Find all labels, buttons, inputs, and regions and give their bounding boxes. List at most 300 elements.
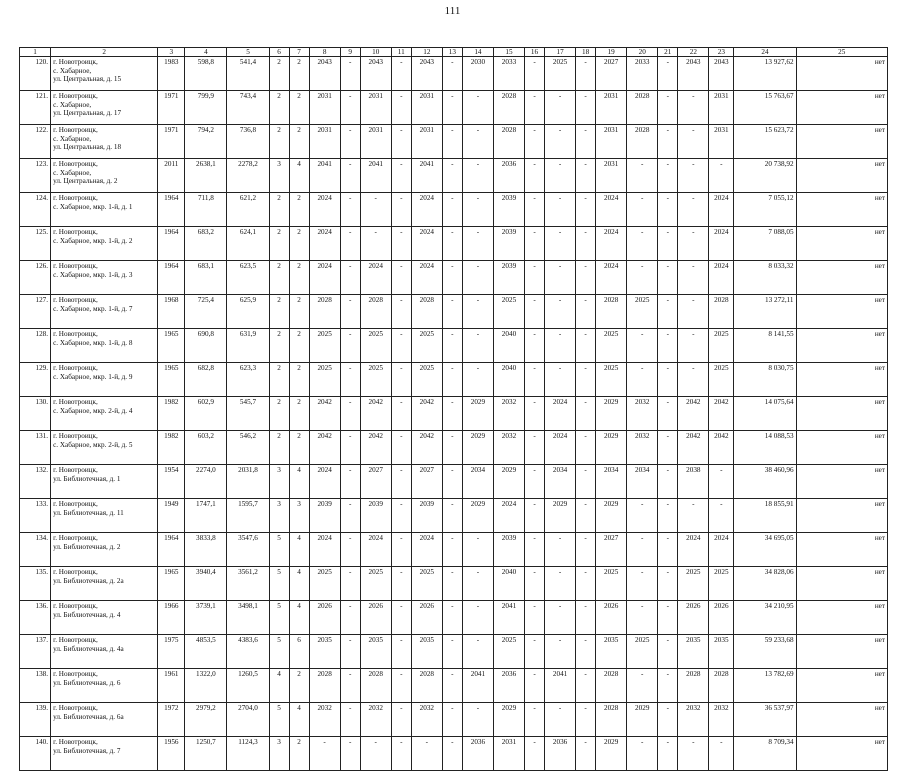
table-cell: - — [678, 737, 709, 771]
table-cell: 2278,2 — [227, 159, 269, 193]
table-cell: 1961 — [158, 669, 185, 703]
table-cell: 14 088,53 — [734, 431, 796, 465]
table-cell: 1965 — [158, 363, 185, 397]
table-cell: 2031 — [309, 125, 340, 159]
table-cell: 2031 — [596, 159, 627, 193]
table-cell: 2031 — [709, 91, 734, 125]
table-cell: - — [360, 227, 391, 261]
table-cell: 2039 — [493, 193, 524, 227]
address-cell: г. Новотроицк, ул. Библиотечная, д. 4 — [51, 601, 158, 635]
address-cell: г. Новотроицк, ул. Библиотечная, д. 7 — [51, 737, 158, 771]
table-cell: - — [462, 159, 493, 193]
table-cell: 2 — [269, 397, 289, 431]
table-cell: - — [391, 533, 411, 567]
table-cell: 2025 — [596, 567, 627, 601]
table-cell: 2024 — [596, 227, 627, 261]
table-cell: - — [678, 193, 709, 227]
address-cell: г. Новотроицк, ул. Библиотечная, д. 11 — [51, 499, 158, 533]
status-cell: нет — [796, 295, 887, 329]
table-cell: - — [576, 363, 596, 397]
status-cell: нет — [796, 601, 887, 635]
table-cell: 2025 — [678, 567, 709, 601]
table-cell: 2043 — [360, 57, 391, 91]
table-cell: 2026 — [360, 601, 391, 635]
column-number: 16 — [525, 48, 545, 57]
table-cell: - — [442, 703, 462, 737]
table-row — [20, 125, 888, 159]
table-row — [20, 669, 888, 703]
status-cell: нет — [796, 397, 887, 431]
table-cell: 2040 — [493, 329, 524, 363]
table-cell: 623,3 — [227, 363, 269, 397]
table-cell: 2274,0 — [185, 465, 227, 499]
table-cell: - — [658, 465, 678, 499]
table-cell: 2027 — [411, 465, 442, 499]
table-cell: 34 695,05 — [734, 533, 796, 567]
row-number: 122. — [20, 125, 51, 159]
table-cell: 3739,1 — [185, 601, 227, 635]
address-cell: г. Новотроицк, с. Хабарное, ул. Центральная, д. 17 — [51, 91, 158, 125]
row-number: 130. — [20, 397, 51, 431]
table-cell: 2029 — [462, 397, 493, 431]
table-cell: - — [627, 737, 658, 771]
table-row — [20, 499, 888, 533]
table-cell: - — [391, 125, 411, 159]
table-cell: 2025 — [360, 363, 391, 397]
table-cell: - — [576, 601, 596, 635]
status-cell: нет — [796, 533, 887, 567]
table-cell: 2 — [289, 737, 309, 771]
table-cell: 2028 — [709, 669, 734, 703]
table-cell: - — [678, 499, 709, 533]
table-cell: - — [658, 635, 678, 669]
table-cell: 2041 — [493, 601, 524, 635]
table-cell: 2031 — [309, 91, 340, 125]
table-row — [20, 193, 888, 227]
table-cell: 2041 — [309, 159, 340, 193]
table-cell: - — [658, 499, 678, 533]
table-cell: 4 — [289, 601, 309, 635]
table-row — [20, 737, 888, 771]
table-cell: 3833,8 — [185, 533, 227, 567]
table-cell: 1966 — [158, 601, 185, 635]
table-cell: 2028 — [360, 295, 391, 329]
table-cell: 36 537,97 — [734, 703, 796, 737]
table-cell: 1971 — [158, 125, 185, 159]
table-cell: 7 055,12 — [734, 193, 796, 227]
table-cell: 711,8 — [185, 193, 227, 227]
table-cell: - — [340, 431, 360, 465]
table-cell: - — [462, 125, 493, 159]
row-number: 127. — [20, 295, 51, 329]
table-cell: 2031 — [360, 91, 391, 125]
table-cell: 2042 — [309, 431, 340, 465]
table-cell: 2 — [269, 57, 289, 91]
table-cell: - — [525, 363, 545, 397]
table-cell: 3498,1 — [227, 601, 269, 635]
table-cell: 15 623,72 — [734, 125, 796, 159]
table-cell: - — [545, 567, 576, 601]
table-cell: 2027 — [596, 533, 627, 567]
table-cell: 2041 — [411, 159, 442, 193]
table-cell: 1949 — [158, 499, 185, 533]
table-cell: - — [658, 295, 678, 329]
table-cell: - — [525, 703, 545, 737]
table-row — [20, 91, 888, 125]
table-cell: 5 — [269, 635, 289, 669]
column-number: 3 — [158, 48, 185, 57]
table-cell: 2035 — [411, 635, 442, 669]
column-number: 18 — [576, 48, 596, 57]
table-cell: 2029 — [493, 703, 524, 737]
table-cell: 2028 — [411, 295, 442, 329]
column-number: 19 — [596, 48, 627, 57]
table-cell: 8 141,55 — [734, 329, 796, 363]
table-cell: - — [545, 601, 576, 635]
table-cell: - — [391, 193, 411, 227]
table-cell: 1595,7 — [227, 499, 269, 533]
table-cell: 2035 — [709, 635, 734, 669]
table-cell: 2024 — [493, 499, 524, 533]
table-cell: - — [462, 703, 493, 737]
table-cell: 5 — [269, 703, 289, 737]
table-cell: 1124,3 — [227, 737, 269, 771]
table-cell: 2031 — [493, 737, 524, 771]
table-cell: - — [658, 227, 678, 261]
table-cell: - — [525, 635, 545, 669]
table-cell: - — [391, 669, 411, 703]
table-cell: 2031 — [709, 125, 734, 159]
table-cell: 2025 — [493, 295, 524, 329]
table-cell: 624,1 — [227, 227, 269, 261]
table-cell: 59 233,68 — [734, 635, 796, 669]
table-cell: - — [678, 329, 709, 363]
table-cell: 2042 — [411, 431, 442, 465]
table-cell: 1260,5 — [227, 669, 269, 703]
table-cell: 2032 — [309, 703, 340, 737]
table-cell: 623,5 — [227, 261, 269, 295]
table-cell: 603,2 — [185, 431, 227, 465]
table-cell: - — [525, 669, 545, 703]
table-cell: 2039 — [309, 499, 340, 533]
column-number: 12 — [411, 48, 442, 57]
table-cell: - — [545, 635, 576, 669]
table-cell: - — [340, 57, 360, 91]
table-cell: 2 — [289, 431, 309, 465]
table-cell: 2 — [269, 329, 289, 363]
table-cell: 18 855,91 — [734, 499, 796, 533]
table-cell: 2029 — [596, 737, 627, 771]
table-cell: 3 — [269, 465, 289, 499]
table-cell: 13 272,11 — [734, 295, 796, 329]
table-cell: 4383,6 — [227, 635, 269, 669]
table-cell: 2024 — [678, 533, 709, 567]
table-cell: - — [442, 499, 462, 533]
table-cell: - — [340, 635, 360, 669]
table-cell: - — [525, 57, 545, 91]
table-cell: 2036 — [545, 737, 576, 771]
table-cell: 743,4 — [227, 91, 269, 125]
table-cell: - — [391, 431, 411, 465]
status-cell: нет — [796, 703, 887, 737]
table-cell: 5 — [269, 567, 289, 601]
table-cell: 2040 — [493, 567, 524, 601]
table-cell: 736,8 — [227, 125, 269, 159]
table-cell: - — [576, 295, 596, 329]
table-cell: - — [709, 499, 734, 533]
table-cell: - — [391, 91, 411, 125]
table-cell: 2041 — [462, 669, 493, 703]
table-cell: - — [678, 159, 709, 193]
table-cell: 1322,0 — [185, 669, 227, 703]
table-cell: 2024 — [411, 227, 442, 261]
table-cell: - — [545, 363, 576, 397]
table-cell: - — [576, 159, 596, 193]
table-cell: 2036 — [462, 737, 493, 771]
table-cell: 2042 — [411, 397, 442, 431]
table-cell: - — [576, 465, 596, 499]
table-cell: 2025 — [596, 329, 627, 363]
table-cell: 2028 — [596, 703, 627, 737]
address-cell: г. Новотроицк, с. Хабарное, мкр. 1-й, д. 2 — [51, 227, 158, 261]
table-cell: - — [442, 567, 462, 601]
row-number: 124. — [20, 193, 51, 227]
table-cell: - — [525, 737, 545, 771]
status-cell: нет — [796, 499, 887, 533]
table-cell: 2040 — [493, 363, 524, 397]
table-cell: 2024 — [309, 193, 340, 227]
table-cell: 2034 — [545, 465, 576, 499]
table-cell: - — [391, 737, 411, 771]
table-cell: - — [442, 465, 462, 499]
table-cell: - — [442, 601, 462, 635]
table-cell: 2042 — [709, 431, 734, 465]
table-cell: - — [391, 499, 411, 533]
table-cell: - — [627, 601, 658, 635]
table-cell: 794,2 — [185, 125, 227, 159]
table-cell: - — [340, 499, 360, 533]
address-cell: г. Новотроицк, с. Хабарное, мкр. 2-й, д. 5 — [51, 431, 158, 465]
table-cell: - — [627, 329, 658, 363]
table-cell: 2036 — [493, 669, 524, 703]
table-cell: - — [576, 431, 596, 465]
table-cell: 2704,0 — [227, 703, 269, 737]
table-cell: - — [340, 669, 360, 703]
table-cell: - — [442, 329, 462, 363]
address-cell: г. Новотроицк, с. Хабарное, мкр. 1-й, д. 1 — [51, 193, 158, 227]
table-cell: 2032 — [360, 703, 391, 737]
table-cell: - — [545, 261, 576, 295]
row-number: 125. — [20, 227, 51, 261]
table-cell: 2043 — [678, 57, 709, 91]
table-cell: 1965 — [158, 329, 185, 363]
table-cell: 2024 — [309, 465, 340, 499]
table-cell: 14 075,64 — [734, 397, 796, 431]
table-row — [20, 227, 888, 261]
table-cell: 2024 — [309, 261, 340, 295]
table-cell: - — [658, 703, 678, 737]
table-row — [20, 329, 888, 363]
table-cell: 1983 — [158, 57, 185, 91]
table-cell: 3 — [269, 159, 289, 193]
table-cell: 2026 — [411, 601, 442, 635]
table-cell: 34 828,06 — [734, 567, 796, 601]
table-row — [20, 567, 888, 601]
table-cell: 2043 — [309, 57, 340, 91]
table-cell: - — [340, 465, 360, 499]
table-cell: 2028 — [309, 669, 340, 703]
table-cell: 545,7 — [227, 397, 269, 431]
table-cell: 3 — [289, 499, 309, 533]
table-row — [20, 601, 888, 635]
table-cell: - — [442, 431, 462, 465]
table-cell: - — [658, 737, 678, 771]
table-cell: - — [340, 397, 360, 431]
table-cell: 2042 — [360, 431, 391, 465]
table-cell: 2029 — [545, 499, 576, 533]
table-cell: - — [442, 363, 462, 397]
table-cell: 2025 — [627, 635, 658, 669]
table-cell: 683,1 — [185, 261, 227, 295]
table-cell: 2032 — [493, 397, 524, 431]
row-number: 138. — [20, 669, 51, 703]
table-cell: 2031 — [596, 125, 627, 159]
table-cell: - — [442, 397, 462, 431]
table-cell: 2029 — [596, 431, 627, 465]
table-cell: - — [709, 737, 734, 771]
status-cell: нет — [796, 227, 887, 261]
table-cell: 2 — [289, 397, 309, 431]
table-cell: 2031 — [411, 91, 442, 125]
table-cell: 2028 — [360, 669, 391, 703]
table-cell: 20 738,92 — [734, 159, 796, 193]
table-cell: 34 210,95 — [734, 601, 796, 635]
table-cell: 1972 — [158, 703, 185, 737]
table-cell: - — [462, 329, 493, 363]
table-cell: - — [627, 227, 658, 261]
column-number: 21 — [658, 48, 678, 57]
row-number: 139. — [20, 703, 51, 737]
table-cell: 2024 — [709, 261, 734, 295]
table-row — [20, 431, 888, 465]
table-cell: 2043 — [411, 57, 442, 91]
table-cell: - — [658, 159, 678, 193]
table-cell: - — [340, 159, 360, 193]
table-cell: 2032 — [678, 703, 709, 737]
table-cell: - — [340, 363, 360, 397]
table-cell: - — [525, 397, 545, 431]
table-cell: - — [576, 703, 596, 737]
table-cell: 4 — [269, 669, 289, 703]
row-number: 132. — [20, 465, 51, 499]
table-cell: 2032 — [627, 397, 658, 431]
table-cell: - — [525, 91, 545, 125]
table-cell: 2031 — [411, 125, 442, 159]
table-cell: 2035 — [309, 635, 340, 669]
table-cell: - — [360, 193, 391, 227]
table-cell: 2024 — [411, 533, 442, 567]
table-cell: 2026 — [678, 601, 709, 635]
table-cell: - — [462, 533, 493, 567]
table-cell: - — [391, 397, 411, 431]
row-number: 129. — [20, 363, 51, 397]
table-cell: 1954 — [158, 465, 185, 499]
page-number: 111 — [444, 5, 461, 17]
table-cell: - — [576, 567, 596, 601]
table-cell: 2030 — [462, 57, 493, 91]
table-cell: 2027 — [360, 465, 391, 499]
table-cell: - — [340, 533, 360, 567]
table-row — [20, 703, 888, 737]
table-cell: 1964 — [158, 193, 185, 227]
table-cell: - — [658, 567, 678, 601]
column-number: 2 — [51, 48, 158, 57]
table-cell: 2026 — [596, 601, 627, 635]
table-cell: 2039 — [493, 261, 524, 295]
table-cell: - — [525, 533, 545, 567]
table-row — [20, 159, 888, 193]
table-cell: - — [442, 159, 462, 193]
table-row — [20, 261, 888, 295]
table-cell: 3547,6 — [227, 533, 269, 567]
table-cell: - — [391, 363, 411, 397]
table-cell: 2 — [289, 261, 309, 295]
table-cell: - — [462, 363, 493, 397]
table-cell: 690,8 — [185, 329, 227, 363]
table-cell: - — [658, 57, 678, 91]
status-cell: нет — [796, 431, 887, 465]
table-cell: - — [576, 193, 596, 227]
address-cell: г. Новотроицк, ул. Библиотечная, д. 6а — [51, 703, 158, 737]
table-cell: 38 460,96 — [734, 465, 796, 499]
table-cell: - — [391, 567, 411, 601]
table-cell: - — [658, 91, 678, 125]
table-cell: - — [678, 261, 709, 295]
status-cell: нет — [796, 635, 887, 669]
table-cell: - — [391, 261, 411, 295]
register-table — [19, 47, 888, 771]
table-cell: - — [545, 329, 576, 363]
table-row — [20, 295, 888, 329]
table-cell: 2036 — [493, 159, 524, 193]
table-cell: - — [658, 125, 678, 159]
status-cell: нет — [796, 363, 887, 397]
table-cell: - — [576, 397, 596, 431]
table-cell: - — [462, 635, 493, 669]
table-cell: 1964 — [158, 533, 185, 567]
status-cell: нет — [796, 567, 887, 601]
table-cell: 2 — [269, 261, 289, 295]
table-cell: 1965 — [158, 567, 185, 601]
table-cell: - — [545, 125, 576, 159]
table-cell: - — [525, 125, 545, 159]
table-cell: - — [576, 125, 596, 159]
table-cell: 2 — [289, 125, 309, 159]
column-number: 13 — [442, 48, 462, 57]
status-cell: нет — [796, 669, 887, 703]
table-cell: - — [340, 125, 360, 159]
table-row — [20, 465, 888, 499]
table-cell: 1982 — [158, 431, 185, 465]
table-cell: 2024 — [360, 533, 391, 567]
table-cell: 2042 — [709, 397, 734, 431]
table-cell: - — [627, 159, 658, 193]
table-cell: 546,2 — [227, 431, 269, 465]
table-cell: 13 927,62 — [734, 57, 796, 91]
table-cell: - — [340, 227, 360, 261]
table-cell: - — [442, 261, 462, 295]
table-cell: 1964 — [158, 261, 185, 295]
